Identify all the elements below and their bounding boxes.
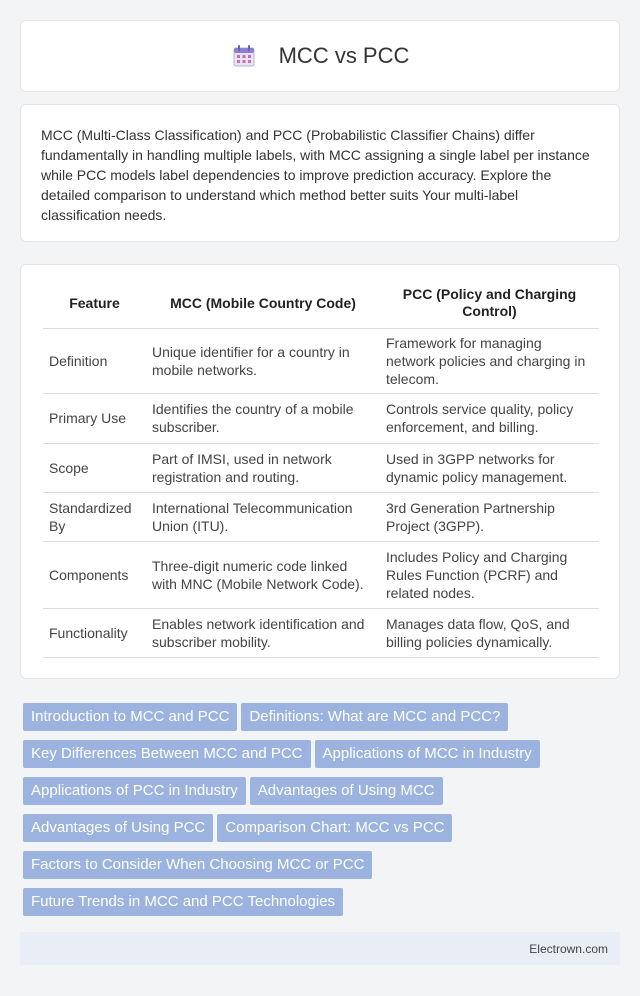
pcc-cell: Includes Policy and Charging Rules Function (PCRF) and related nodes. — [380, 541, 599, 608]
footer — [20, 932, 620, 965]
intro-card — [20, 104, 620, 242]
footer-site[interactable]: Electrown.com — [529, 941, 608, 956]
feature-cell: Definition — [43, 328, 146, 393]
mcc-cell: Three-digit numeric code linked with MNC (Mobile Network Code). — [146, 541, 380, 608]
topic-tag[interactable]: Advantages of Using PCC — [23, 814, 213, 842]
mcc-cell: Enables network identification and subscriber mobility. — [146, 608, 380, 657]
calendar-icon — [231, 43, 257, 69]
mcc-cell: Part of IMSI, used in network registration and routing. — [146, 443, 380, 492]
table-row — [43, 608, 599, 657]
table-row — [43, 541, 599, 608]
page-title: MCC vs PCC — [278, 43, 410, 68]
mcc-cell: International Telecommunication Union (ITU). — [146, 492, 380, 541]
feature-cell: Scope — [43, 443, 146, 492]
table-row — [43, 443, 599, 492]
comparison-table-card — [20, 264, 620, 679]
pcc-cell: Manages data flow, QoS, and billing policies dynamically. — [380, 608, 599, 657]
topic-tag[interactable]: Applications of PCC in Industry — [23, 777, 246, 805]
table-row — [43, 492, 599, 541]
intro-text: MCC (Multi-Class Classification) and PCC (Probabilistic Classifier Chains) differ fundamentally in handling multiple labels, with MCC assigning a single label per instance while PCC models label dependencies to improve prediction accuracy. Explore the detailed comparison to understand which method better suits Your multi-label classification needs. — [41, 127, 590, 223]
topic-tag[interactable]: Future Trends in MCC and PCC Technologies — [23, 888, 343, 916]
comparison-table — [43, 279, 599, 658]
mcc-cell: Unique identifier for a country in mobile networks. — [146, 328, 380, 393]
table-header-row — [43, 279, 599, 328]
topic-tag[interactable]: Comparison Chart: MCC vs PCC — [217, 814, 452, 842]
title-card — [20, 20, 620, 92]
header-feature: Feature — [43, 279, 146, 328]
header-pcc: PCC (Policy and Charging Control) — [380, 279, 599, 328]
topic-tag[interactable]: Applications of MCC in Industry — [315, 740, 540, 768]
feature-cell: Primary Use — [43, 393, 146, 443]
topic-tags — [23, 703, 583, 925]
feature-cell: Functionality — [43, 608, 146, 657]
table-row — [43, 328, 599, 393]
pcc-cell: Controls service quality, policy enforcement, and billing. — [380, 393, 599, 443]
topic-tag[interactable]: Factors to Consider When Choosing MCC or PCC — [23, 851, 372, 879]
feature-cell: Standardized By — [43, 492, 146, 541]
topic-tag[interactable]: Introduction to MCC and PCC — [23, 703, 237, 731]
feature-cell: Components — [43, 541, 146, 608]
table-row — [43, 393, 599, 443]
pcc-cell: 3rd Generation Partnership Project (3GPP). — [380, 492, 599, 541]
pcc-cell: Framework for managing network policies and charging in telecom. — [380, 328, 599, 393]
mcc-cell: Identifies the country of a mobile subscriber. — [146, 393, 380, 443]
topic-tag[interactable]: Advantages of Using MCC — [250, 777, 443, 805]
topic-tag[interactable]: Key Differences Between MCC and PCC — [23, 740, 311, 768]
topic-tag[interactable]: Definitions: What are MCC and PCC? — [241, 703, 508, 731]
pcc-cell: Used in 3GPP networks for dynamic policy management. — [380, 443, 599, 492]
header-mcc: MCC (Mobile Country Code) — [146, 279, 380, 328]
